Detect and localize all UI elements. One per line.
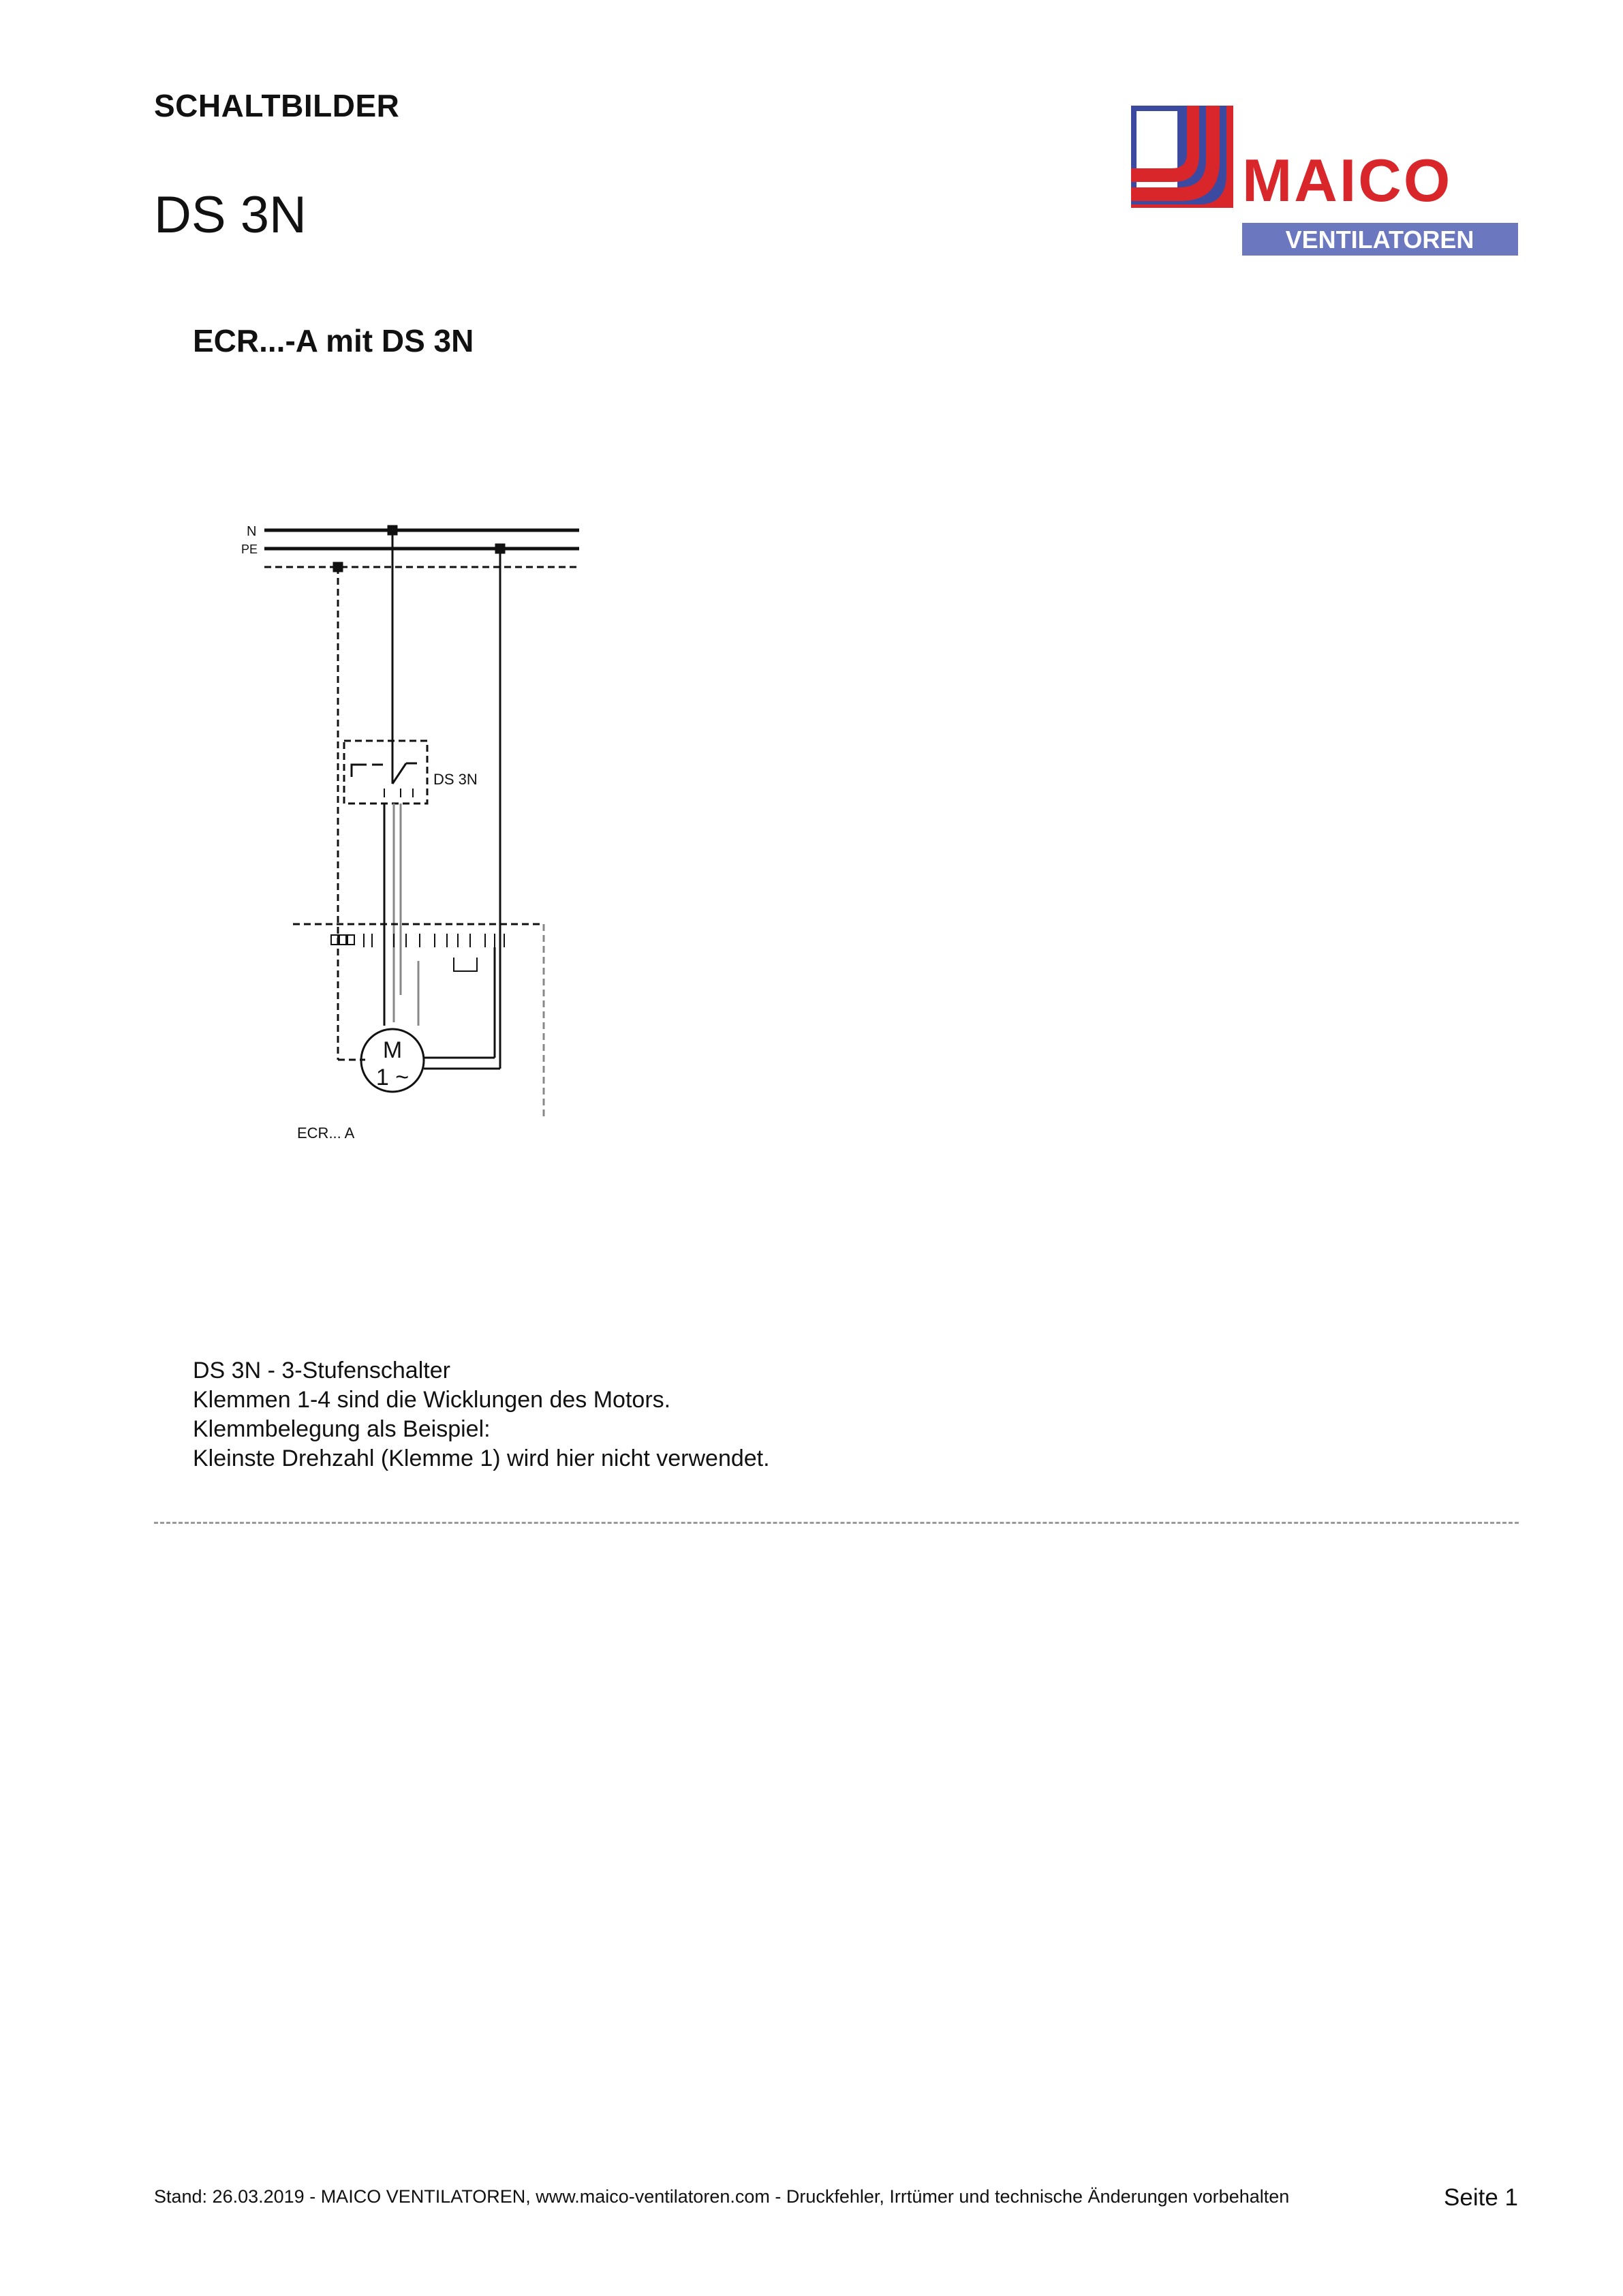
document-category-heading: SCHALTBILDER [154, 88, 400, 123]
footer-text: Stand: 26.03.2019 - MAICO VENTILATOREN, www.maico-ventilatoren.com - Druckfehler, Irrtümer und technische Änderungen vorbehalten [154, 2186, 1290, 2207]
switch-label: DS 3N [433, 771, 478, 788]
wiring-diagram [238, 518, 593, 1165]
description-line: Klemmen 1-4 sind die Wicklungen des Motors. [193, 1387, 671, 1413]
maico-emblem-icon [1131, 106, 1233, 208]
motor-label-top: M [382, 1037, 403, 1063]
description-text [193, 1356, 770, 1473]
brand-wordmark: MAICO [1242, 147, 1453, 214]
brand-tagline: VENTILATOREN [1285, 226, 1474, 254]
device-label: ECR... A [297, 1124, 355, 1142]
bus-label-pe: PE [241, 542, 258, 556]
section-title: ECR...-A mit DS 3N [193, 323, 474, 358]
page-title: DS 3N [154, 186, 307, 244]
description-line: DS 3N - 3-Stufenschalter [193, 1358, 450, 1383]
page-number: Seite 1 [1444, 2184, 1518, 2211]
description-line: Kleinste Drehzahl (Klemme 1) wird hier nicht verwendet. [193, 1445, 770, 1471]
motor-label-bottom: 1 ~ [375, 1065, 409, 1090]
bus-label-n: N [247, 524, 257, 539]
description-line: Klemmbelegung als Beispiel: [193, 1416, 491, 1442]
maico-logo [1131, 106, 1518, 257]
section-separator [154, 1522, 1519, 1524]
